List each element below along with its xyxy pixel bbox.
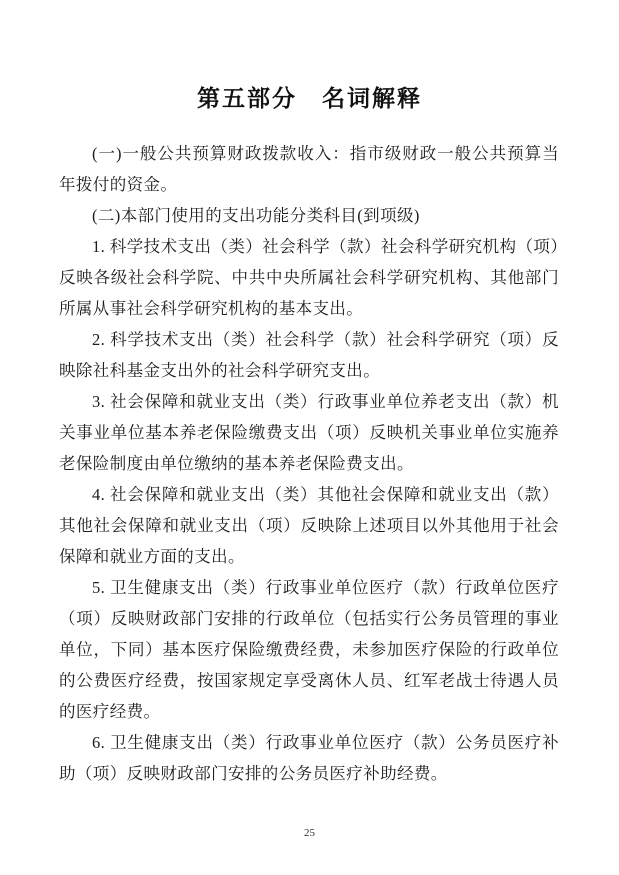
paragraph-item-1-science-tech-research-institutions: 1. 科学技术支出（类）社会科学（款）社会科学研究机构（项）反映各级社会科学院、中共中央所属社会科学研究机构、其他部门所属从事社会科学研究机构的基本支出。: [59, 237, 559, 318]
page-number: 25: [304, 827, 315, 839]
paragraph-item-3-pension-contribution: 3. 社会保障和就业支出（类）行政事业单位养老支出（款）机关事业单位基本养老保险缴费支出（项）反映机关事业单位实施养老保险制度由单位缴纳的基本养老保险费支出。: [59, 392, 559, 473]
page-title: 第五部分 名词解释: [197, 85, 422, 111]
paragraph-item-4-other-social-security: 4. 社会保障和就业支出（类）其他社会保障和就业支出（款）其他社会保障和就业支出（项）反映除上述项目以外其他用于社会保障和就业方面的支出。: [59, 485, 559, 566]
paragraph-item-6-civil-servant-medical-subsidy: 6. 卫生健康支出（类）行政事业单位医疗（款）公务员医疗补助（项）反映财政部门安排的公务员医疗补助经费。: [59, 733, 559, 783]
document-body: [59, 138, 559, 789]
paragraph-expenditure-classification-intro: (二)本部门使用的支出功能分类科目(到项级): [92, 206, 420, 225]
paragraph-item-2-social-science-research: 2. 科学技术支出（类）社会科学（款）社会科学研究（项）反映除社科基金支出外的社会科学研究支出。: [59, 330, 559, 380]
paragraph-item-5-admin-unit-medical: 5. 卫生健康支出（类）行政事业单位医疗（款）行政单位医疗（项）反映财政部门安排的行政单位（包括实行公务员管理的事业单位，下同）基本医疗保险缴费经费，未参加医疗保险的行政单位的公费医疗经费，按国家规定享受离休人员、红军老战士待遇人员的医疗经费。: [59, 578, 559, 721]
paragraph-general-public-budget-income: (一)一般公共预算财政拨款收入：指市级财政一般公共预算当年拨付的资金。: [59, 144, 559, 194]
